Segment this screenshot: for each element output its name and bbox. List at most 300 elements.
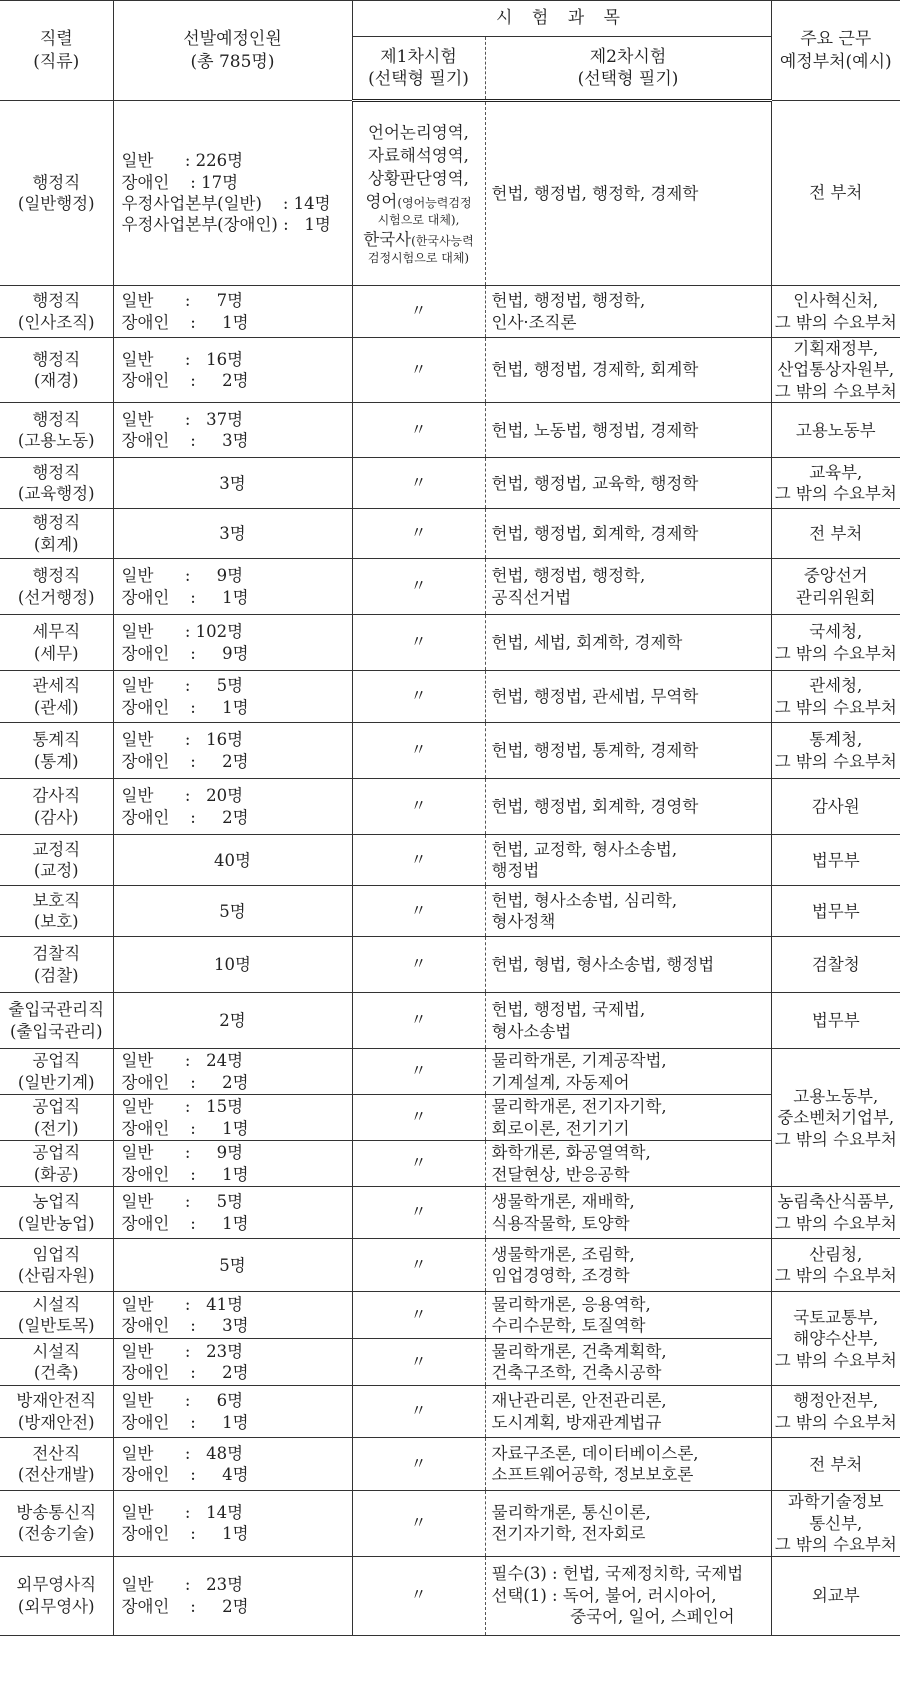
dept-line: 기획재정부, bbox=[793, 339, 879, 358]
ditto-mark: 〃 bbox=[410, 1010, 427, 1030]
header-second-exam bbox=[485, 37, 771, 101]
series-subname: (출입국관리) bbox=[9, 1021, 103, 1041]
series-name: 검찰직 bbox=[32, 944, 81, 964]
quota-line: 3명 bbox=[219, 524, 246, 544]
series-name: 공업직 bbox=[32, 1097, 81, 1117]
quota-cell bbox=[113, 1386, 352, 1438]
table-row bbox=[0, 1095, 900, 1141]
dept-cell bbox=[771, 509, 900, 559]
quota-line: 장애인 : 3명 bbox=[121, 431, 249, 451]
ditto-mark: 〃 bbox=[410, 796, 427, 816]
second-exam-line: 헌법, 행정법, 교육학, 행정학 bbox=[491, 473, 699, 493]
dept-line: 관리위원회 bbox=[795, 587, 876, 607]
series-subname: (교정) bbox=[33, 861, 79, 881]
quota-line: 장애인 : 1명 bbox=[121, 1164, 249, 1184]
ditto-mark: 〃 bbox=[410, 301, 427, 321]
first-exam-line: 언어논리영역, bbox=[368, 122, 469, 142]
ditto-mark: 〃 bbox=[410, 576, 427, 596]
table-row bbox=[0, 671, 900, 723]
dept-cell bbox=[771, 1491, 900, 1556]
quota-cell bbox=[113, 723, 352, 779]
second-exam-line: 형사소송법 bbox=[491, 1021, 572, 1041]
dept-line: 인사혁신처, bbox=[793, 291, 879, 311]
first-exam-word: 한국사 bbox=[363, 230, 412, 250]
second-exam-line: 헌법, 행정법, 행정학, bbox=[491, 566, 646, 586]
quota-cell bbox=[113, 835, 352, 886]
quota-cell bbox=[113, 458, 352, 509]
quota-cell bbox=[113, 1339, 352, 1386]
first-exam-cell bbox=[352, 1438, 485, 1491]
table-row bbox=[0, 835, 900, 886]
ditto-mark: 〃 bbox=[410, 1585, 427, 1605]
quota-line: 일반 : 226명 bbox=[121, 151, 244, 171]
ditto-mark: 〃 bbox=[410, 1202, 427, 1222]
second-exam-cell bbox=[485, 779, 771, 835]
dept-cell bbox=[771, 615, 900, 671]
ditto-mark: 〃 bbox=[410, 686, 427, 706]
quota-line: 일반 : 6명 bbox=[121, 1391, 244, 1411]
quota-cell bbox=[113, 1239, 352, 1292]
first-exam-note: (영어능력검정 bbox=[397, 196, 472, 211]
quota-line: 장애인 : 2명 bbox=[121, 371, 249, 391]
series-subname: (회계) bbox=[33, 534, 79, 554]
series-cell bbox=[0, 1292, 113, 1339]
quota-line: 5명 bbox=[219, 901, 246, 921]
dept-line: 그 밖의 수요부처 bbox=[774, 484, 897, 504]
quota-cell bbox=[113, 559, 352, 615]
table-row bbox=[0, 993, 900, 1049]
quota-line: 일반 : 16명 bbox=[121, 730, 244, 750]
first-exam-cell bbox=[352, 458, 485, 509]
quota-line: 일반 : 24명 bbox=[121, 1051, 244, 1071]
series-cell bbox=[0, 1386, 113, 1438]
first-exam-cell bbox=[352, 286, 485, 338]
ditto-mark: 〃 bbox=[410, 632, 427, 652]
quota-cell bbox=[113, 338, 352, 403]
dept-cell bbox=[771, 403, 900, 458]
dept-line: 그 밖의 수요부처 bbox=[774, 1535, 897, 1555]
ditto-mark: 〃 bbox=[410, 1351, 427, 1371]
second-exam-line: 도시계획, 방재관계법규 bbox=[491, 1412, 662, 1432]
dept-line: 과학기술정보 bbox=[787, 1492, 884, 1512]
second-exam-line: 화학개론, 화공열역학, bbox=[491, 1143, 651, 1163]
series-cell bbox=[0, 286, 113, 338]
dept-line: 관세청, bbox=[809, 676, 863, 696]
series-cell bbox=[0, 338, 113, 403]
quota-line: 장애인 : 1명 bbox=[121, 1118, 249, 1138]
series-name: 보호직 bbox=[32, 890, 81, 910]
series-name: 행정직 bbox=[32, 462, 81, 482]
dept-line: 중소벤처기업부, bbox=[777, 1108, 895, 1128]
first-exam-cell bbox=[352, 1386, 485, 1438]
dept-line: 전 부처 bbox=[809, 1454, 863, 1474]
first-exam-cell bbox=[352, 1239, 485, 1292]
series-subname: (일반토목) bbox=[17, 1316, 95, 1336]
first-exam-cell bbox=[352, 1556, 485, 1635]
quota-line: 일반 : 9명 bbox=[121, 1143, 244, 1163]
quota-line: 일반 : 15명 bbox=[121, 1097, 244, 1117]
quota-cell bbox=[113, 779, 352, 835]
second-exam-line: 생물학개론, 조림학, bbox=[491, 1244, 635, 1264]
quota-line: 5명 bbox=[219, 1255, 246, 1275]
quota-cell bbox=[113, 101, 352, 286]
quota-cell bbox=[113, 403, 352, 458]
second-exam-line: 헌법, 형사소송법, 심리학, bbox=[491, 890, 678, 910]
series-subname: (전산개발) bbox=[17, 1465, 95, 1485]
series-cell bbox=[0, 993, 113, 1049]
dept-cell-facility bbox=[771, 1292, 900, 1386]
second-exam-cell bbox=[485, 1049, 771, 1095]
quota-line: 일반 : 48명 bbox=[121, 1443, 244, 1463]
quota-line: 3명 bbox=[219, 473, 246, 493]
second-exam-cell bbox=[485, 1141, 771, 1187]
series-subname: (재경) bbox=[33, 371, 79, 391]
dept-line: 그 밖의 수요부처 bbox=[774, 1129, 897, 1149]
first-exam-cell bbox=[352, 835, 485, 886]
dept-cell bbox=[771, 835, 900, 886]
header-quota-total: (총 785명) bbox=[190, 51, 275, 72]
dept-cell bbox=[771, 937, 900, 993]
table-row bbox=[0, 286, 900, 338]
dept-line: 검찰청 bbox=[811, 955, 860, 975]
first-exam-cell bbox=[352, 1292, 485, 1339]
quota-line: 장애인 : 2명 bbox=[121, 1072, 249, 1092]
table-row bbox=[0, 458, 900, 509]
header-series bbox=[0, 1, 113, 101]
second-exam-line: 헌법, 행정법, 국제법, bbox=[491, 1000, 646, 1020]
series-name: 교정직 bbox=[32, 839, 81, 859]
dept-cell bbox=[771, 779, 900, 835]
dept-line: 고용노동부 bbox=[795, 420, 876, 440]
series-cell bbox=[0, 1049, 113, 1095]
series-subname: (일반행정) bbox=[17, 194, 95, 213]
series-cell bbox=[0, 458, 113, 509]
quota-cell bbox=[113, 886, 352, 937]
second-exam-cell bbox=[485, 559, 771, 615]
series-subname: (전송기술) bbox=[17, 1524, 95, 1544]
series-name: 공업직 bbox=[32, 1143, 81, 1163]
quota-line: 일반 : 41명 bbox=[121, 1294, 244, 1314]
dept-cell bbox=[771, 993, 900, 1049]
quota-cell bbox=[113, 509, 352, 559]
series-subname: (일반농업) bbox=[17, 1213, 95, 1233]
table-row bbox=[0, 101, 900, 286]
second-exam-line: 헌법, 형법, 형사소송법, 행정법 bbox=[491, 955, 715, 975]
second-exam-line: 식용작물학, 토양학 bbox=[491, 1213, 630, 1233]
series-cell bbox=[0, 723, 113, 779]
series-name: 방송통신직 bbox=[16, 1503, 97, 1523]
first-exam-cell bbox=[352, 671, 485, 723]
series-subname: (감사) bbox=[33, 807, 79, 827]
ditto-mark: 〃 bbox=[410, 1513, 427, 1533]
first-exam-cell bbox=[352, 993, 485, 1049]
dept-line: 통신부, bbox=[809, 1513, 863, 1533]
second-exam-cell bbox=[485, 1239, 771, 1292]
series-name: 행정직 bbox=[32, 172, 81, 192]
dept-line: 국토교통부, bbox=[793, 1307, 879, 1327]
header-dept-l1: 주요 근무 bbox=[800, 29, 872, 50]
second-exam-cell bbox=[485, 723, 771, 779]
ditto-mark: 〃 bbox=[410, 954, 427, 974]
second-exam-line: 물리학개론, 전기자기학, bbox=[491, 1097, 667, 1117]
series-cell bbox=[0, 1095, 113, 1141]
series-name: 세무직 bbox=[32, 622, 81, 642]
dept-line: 산림청, bbox=[809, 1244, 863, 1264]
quota-line: 일반 : 16명 bbox=[121, 349, 244, 369]
second-exam-line: 물리학개론, 통신이론, bbox=[491, 1503, 651, 1523]
dept-line: 감사원 bbox=[811, 797, 860, 817]
series-name: 외무영사직 bbox=[16, 1575, 97, 1595]
series-subname: (보호) bbox=[33, 912, 79, 932]
second-exam-cell bbox=[485, 338, 771, 403]
dept-line: 그 밖의 수요부처 bbox=[774, 1412, 897, 1432]
series-cell bbox=[0, 1187, 113, 1239]
quota-cell bbox=[113, 1095, 352, 1141]
quota-line: 일반 : 5명 bbox=[121, 676, 244, 696]
series-subname: (산림자원) bbox=[17, 1266, 95, 1286]
ditto-mark: 〃 bbox=[410, 1254, 427, 1274]
second-exam-cell bbox=[485, 993, 771, 1049]
table-row bbox=[0, 1438, 900, 1491]
first-exam-cell bbox=[352, 1049, 485, 1095]
second-exam-cell bbox=[485, 671, 771, 723]
quota-line: 장애인 : 1명 bbox=[121, 1524, 249, 1544]
second-exam-line: 기계설계, 자동제어 bbox=[491, 1072, 630, 1092]
series-subname: (세무) bbox=[33, 643, 79, 663]
dept-line: 교육부, bbox=[809, 462, 863, 482]
first-exam-cell bbox=[352, 509, 485, 559]
quota-line: 일반 : 23명 bbox=[121, 1341, 244, 1361]
dept-line: 외교부 bbox=[811, 1585, 860, 1605]
series-cell bbox=[0, 509, 113, 559]
series-subname: (통계) bbox=[33, 751, 79, 771]
dept-line: 전 부처 bbox=[809, 524, 863, 544]
series-name: 행정직 bbox=[32, 291, 81, 311]
series-cell bbox=[0, 779, 113, 835]
quota-line: 장애인 : 2명 bbox=[121, 1596, 249, 1616]
second-exam-line: 임업경영학, 조경학 bbox=[491, 1266, 630, 1286]
dept-line: 법무부 bbox=[811, 1011, 860, 1031]
second-exam-line: 헌법, 행정법, 회계학, 경영학 bbox=[491, 797, 699, 817]
header-series-sub: (직류) bbox=[33, 51, 80, 72]
series-subname: (화공) bbox=[33, 1164, 79, 1184]
series-subname: (선거행정) bbox=[17, 587, 95, 607]
quota-cell bbox=[113, 1438, 352, 1491]
ditto-mark: 〃 bbox=[410, 1304, 427, 1324]
table-row bbox=[0, 1491, 900, 1556]
ditto-mark: 〃 bbox=[410, 419, 427, 439]
first-exam-note: 검정시험으로 대체) bbox=[367, 251, 470, 266]
quota-cell bbox=[113, 993, 352, 1049]
second-exam-line: 인사·조직론 bbox=[491, 312, 577, 332]
series-name: 전산직 bbox=[32, 1443, 81, 1463]
series-cell bbox=[0, 1141, 113, 1187]
quota-line: 장애인 : 1명 bbox=[121, 587, 249, 607]
ditto-mark: 〃 bbox=[410, 359, 427, 379]
first-exam-word: 영어 bbox=[365, 192, 398, 212]
first-exam-cell bbox=[352, 1141, 485, 1187]
header-quota-title: 선발예정인원 bbox=[183, 29, 282, 50]
first-exam-cell bbox=[352, 1095, 485, 1141]
table-row bbox=[0, 723, 900, 779]
dept-line: 그 밖의 수요부처 bbox=[774, 751, 897, 771]
first-exam-line: 자료해석영역, bbox=[368, 145, 469, 165]
series-name: 관세직 bbox=[32, 676, 81, 696]
quota-line: 10명 bbox=[214, 955, 251, 975]
second-exam-line: 자료구조론, 데이터베이스론, bbox=[491, 1443, 699, 1463]
first-exam-line: 상황판단영역, bbox=[368, 168, 469, 188]
header-series-title: 직렬 bbox=[39, 29, 73, 50]
first-exam-cell bbox=[352, 559, 485, 615]
table-row bbox=[0, 403, 900, 458]
series-cell bbox=[0, 1556, 113, 1635]
dept-line: 국세청, bbox=[809, 622, 863, 642]
header-quota bbox=[113, 1, 352, 101]
series-name: 통계직 bbox=[32, 730, 81, 750]
second-exam-line: 필수(3) : 헌법, 국제정치학, 국제법 bbox=[491, 1564, 744, 1584]
quota-line: 장애인 : 1명 bbox=[121, 1412, 249, 1432]
second-exam-cell bbox=[485, 886, 771, 937]
second-exam-line: 물리학개론, 건축계획학, bbox=[491, 1341, 667, 1361]
header-subjects: 시 험 과 목 bbox=[352, 1, 771, 37]
series-subname: (고용노동) bbox=[17, 431, 95, 451]
quota-cell bbox=[113, 615, 352, 671]
second-exam-line: 물리학개론, 기계공작법, bbox=[491, 1051, 667, 1071]
dept-line: 그 밖의 수요부처 bbox=[774, 697, 897, 717]
second-exam-line: 공직선거법 bbox=[491, 587, 572, 607]
quota-line: 40명 bbox=[214, 850, 251, 870]
header-first-exam bbox=[352, 37, 485, 101]
quota-cell bbox=[113, 1141, 352, 1187]
series-name: 행정직 bbox=[32, 566, 81, 586]
series-cell bbox=[0, 615, 113, 671]
quota-cell bbox=[113, 1187, 352, 1239]
second-exam-cell bbox=[485, 937, 771, 993]
quota-line: 장애인 : 9명 bbox=[121, 643, 249, 663]
second-exam-line: 소프트웨어공학, 정보보호론 bbox=[491, 1465, 694, 1485]
dept-line: 그 밖의 수요부처 bbox=[774, 381, 897, 401]
header-first-exam-type: (선택형 필기) bbox=[368, 69, 469, 89]
series-name: 행정직 bbox=[32, 513, 81, 533]
series-name: 시설직 bbox=[32, 1341, 81, 1361]
first-exam-note: (한국사능력 bbox=[411, 234, 474, 249]
ditto-mark: 〃 bbox=[410, 849, 427, 869]
table-row bbox=[0, 1141, 900, 1187]
dept-line: 그 밖의 수요부처 bbox=[774, 1213, 897, 1233]
dept-cell bbox=[771, 559, 900, 615]
first-exam-cell bbox=[352, 101, 485, 286]
quota-line: 장애인 : 2명 bbox=[121, 807, 249, 827]
ditto-mark: 〃 bbox=[410, 1153, 427, 1173]
header-second-exam-title: 제2차시험 bbox=[589, 46, 667, 67]
header-second-exam-type: (선택형 필기) bbox=[577, 69, 679, 89]
dept-cell bbox=[771, 671, 900, 723]
series-cell bbox=[0, 559, 113, 615]
dept-cell bbox=[771, 723, 900, 779]
first-exam-cell bbox=[352, 403, 485, 458]
table-row bbox=[0, 886, 900, 937]
second-exam-line: 헌법, 행정법, 통계학, 경제학 bbox=[491, 741, 699, 761]
ditto-mark: 〃 bbox=[410, 740, 427, 760]
dept-cell bbox=[771, 1386, 900, 1438]
quota-line: 일반 : 23명 bbox=[121, 1575, 244, 1595]
quota-line: 일반 : 14명 bbox=[121, 1503, 244, 1523]
series-cell bbox=[0, 886, 113, 937]
dept-cell bbox=[771, 286, 900, 338]
second-exam-line: 헌법, 교정학, 형사소송법, bbox=[491, 839, 678, 859]
second-exam-line: 생물학개론, 재배학, bbox=[491, 1192, 635, 1212]
quota-cell bbox=[113, 1292, 352, 1339]
first-exam-cell bbox=[352, 1187, 485, 1239]
quota-line: 일반 : 9명 bbox=[121, 566, 244, 586]
second-exam-line: 건축구조학, 건축시공학 bbox=[491, 1363, 662, 1383]
quota-line: 일반 : 5명 bbox=[121, 1192, 244, 1212]
second-exam-cell bbox=[485, 1386, 771, 1438]
quota-line: 일반 : 20명 bbox=[121, 786, 244, 806]
quota-line: 장애인 : 1명 bbox=[121, 697, 249, 717]
series-name: 출입국관리직 bbox=[8, 1000, 105, 1020]
dept-cell bbox=[771, 338, 900, 403]
ditto-mark: 〃 bbox=[410, 1453, 427, 1473]
second-exam-line: 헌법, 노동법, 행정법, 경제학 bbox=[491, 420, 699, 440]
second-exam-line: 헌법, 행정법, 회계학, 경제학 bbox=[491, 524, 699, 544]
dept-cell-industry bbox=[771, 1049, 900, 1187]
second-exam-cell bbox=[485, 1095, 771, 1141]
quota-line: 장애인 : 2명 bbox=[121, 751, 249, 771]
series-cell bbox=[0, 1438, 113, 1491]
quota-cell bbox=[113, 937, 352, 993]
quota-cell bbox=[113, 1556, 352, 1635]
second-exam-line: 헌법, 세법, 회계학, 경제학 bbox=[491, 633, 683, 653]
table-row bbox=[0, 1386, 900, 1438]
second-exam-line: 전기자기학, 전자회로 bbox=[491, 1524, 646, 1544]
second-exam-cell bbox=[485, 101, 771, 286]
series-name: 감사직 bbox=[32, 786, 81, 806]
table-row bbox=[0, 509, 900, 559]
second-exam-line: 회로이론, 전기기기 bbox=[491, 1118, 630, 1138]
quota-cell bbox=[113, 1049, 352, 1095]
series-cell bbox=[0, 937, 113, 993]
dept-line: 그 밖의 수요부처 bbox=[774, 1350, 897, 1370]
second-exam-cell bbox=[485, 1556, 771, 1635]
dept-line: 농림축산식품부, bbox=[777, 1192, 895, 1212]
series-cell bbox=[0, 1239, 113, 1292]
table-row bbox=[0, 338, 900, 403]
series-subname: (관세) bbox=[33, 697, 79, 717]
series-name: 임업직 bbox=[32, 1244, 81, 1264]
table-row bbox=[0, 1187, 900, 1239]
second-exam-line: 선택(1) : 독어, 불어, 러시아어, bbox=[491, 1585, 717, 1605]
dept-line: 통계청, bbox=[809, 730, 863, 750]
ditto-mark: 〃 bbox=[410, 1107, 427, 1127]
table-row bbox=[0, 559, 900, 615]
series-name: 농업직 bbox=[32, 1192, 81, 1212]
dept-line: 고용노동부, bbox=[793, 1086, 879, 1106]
table-row bbox=[0, 1556, 900, 1635]
quota-line: 일반 : 102명 bbox=[121, 622, 244, 642]
series-cell bbox=[0, 403, 113, 458]
ditto-mark: 〃 bbox=[410, 472, 427, 492]
table-row bbox=[0, 1292, 900, 1339]
second-exam-cell bbox=[485, 458, 771, 509]
series-cell bbox=[0, 1339, 113, 1386]
quota-line: 2명 bbox=[219, 1011, 246, 1031]
series-subname: (인사조직) bbox=[17, 312, 95, 332]
header-dept bbox=[771, 1, 900, 101]
dept-cell bbox=[771, 1438, 900, 1491]
series-name: 공업직 bbox=[32, 1051, 81, 1071]
dept-line: 중앙선거 bbox=[803, 566, 868, 586]
